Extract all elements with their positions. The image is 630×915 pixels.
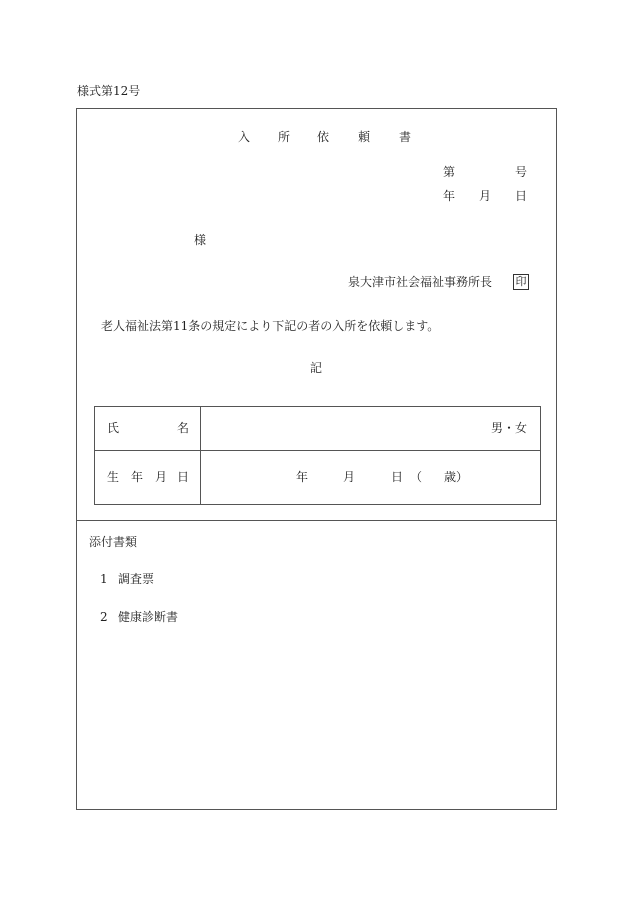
date-year: 年 xyxy=(443,189,456,203)
birth-label: 月 xyxy=(155,470,168,484)
attachments-heading: 添付書類 xyxy=(89,535,138,549)
doc-number-suffix: 号 xyxy=(515,165,528,179)
attachment-label: 調査票 xyxy=(118,572,155,586)
seal-mark: 印 xyxy=(513,274,529,290)
date-day: 日 xyxy=(515,189,528,203)
section-divider xyxy=(76,520,556,521)
date-month: 月 xyxy=(479,189,492,203)
doc-number-prefix: 第 xyxy=(443,165,456,179)
birth-label: 生 xyxy=(107,470,120,484)
issuer: 泉大津市社会福祉事務所長 xyxy=(348,275,493,289)
birth-day: 日 xyxy=(391,470,404,484)
attachment-label: 健康診断書 xyxy=(118,610,179,624)
name-label-2: 名 xyxy=(177,421,190,435)
attachment-number: 1 xyxy=(100,572,108,586)
birth-label: 日 xyxy=(177,470,190,484)
birth-month: 月 xyxy=(343,470,356,484)
birth-label: 年 xyxy=(131,470,144,484)
title-char: 入 xyxy=(238,130,251,144)
ki-label: 記 xyxy=(310,361,323,375)
body-text: 老人福祉法第11条の規定により下記の者の入所を依頼します。 xyxy=(101,319,440,333)
title-char: 頼 xyxy=(358,130,371,144)
table-row-divider xyxy=(94,450,540,451)
birth-year: 年 xyxy=(296,470,309,484)
attachment-number: 2 xyxy=(100,610,108,624)
applicant-table xyxy=(94,406,541,505)
table-column-divider xyxy=(200,406,201,504)
title-char: 依 xyxy=(317,130,330,144)
age-label: 歳） xyxy=(444,470,469,484)
sex-options: 男・女 xyxy=(491,421,528,435)
name-label-1: 氏 xyxy=(107,421,120,435)
addressee-suffix: 様 xyxy=(194,233,207,247)
title-char: 所 xyxy=(278,130,291,144)
title-char: 書 xyxy=(399,130,412,144)
age-open-paren: （ xyxy=(410,470,423,484)
form-number: 様式第12号 xyxy=(77,84,141,98)
